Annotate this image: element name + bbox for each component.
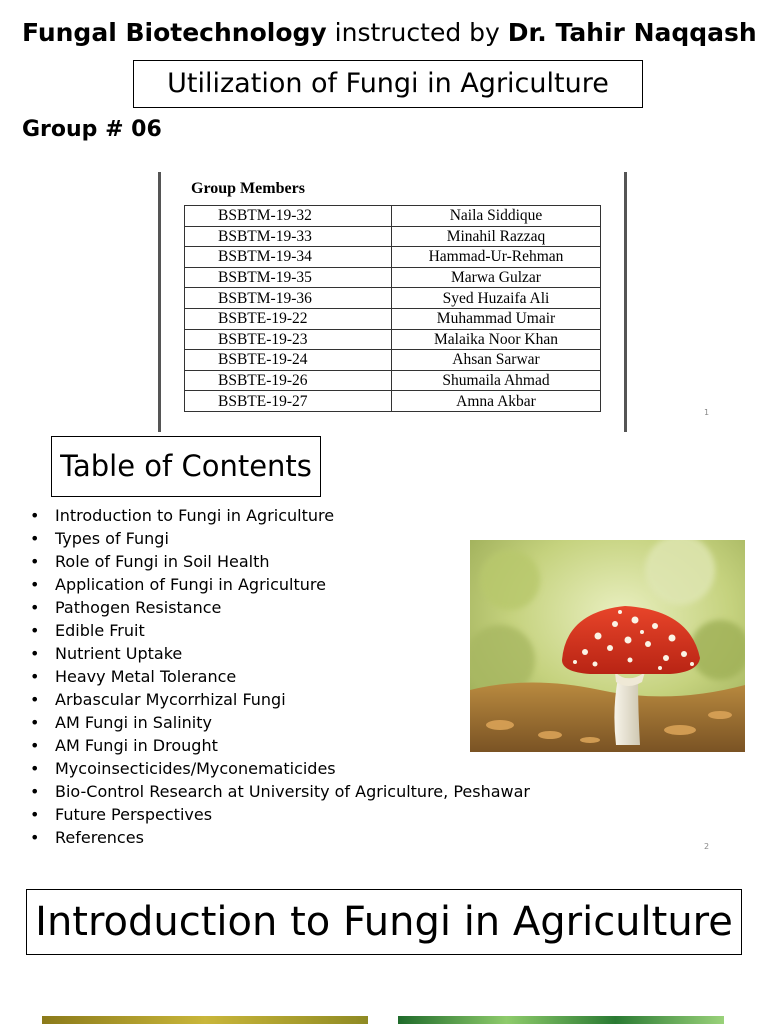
member-id: BSBTE-19-27 xyxy=(185,391,392,412)
page-number: 2 xyxy=(704,842,710,851)
toc-item: • Role of Fungi in Soil Health xyxy=(30,550,530,573)
course-title: Fungal Biotechnology xyxy=(22,18,327,47)
member-name: Shumaila Ahmad xyxy=(392,370,601,391)
group-members-panel xyxy=(158,172,710,432)
toc-item: • Arbascular Mycorrhizal Fungi xyxy=(30,688,530,711)
member-id: BSBTE-19-22 xyxy=(185,308,392,329)
member-id: BSBTE-19-24 xyxy=(185,350,392,371)
member-name: Amna Akbar xyxy=(392,391,601,412)
member-row xyxy=(185,267,601,288)
group-members-title: Group Members xyxy=(191,180,305,197)
bottom-image-left xyxy=(42,1016,368,1024)
member-name: Malaika Noor Khan xyxy=(392,329,601,350)
mushroom-image xyxy=(470,540,745,752)
member-name: Minahil Razzaq xyxy=(392,226,601,247)
toc-list xyxy=(30,504,530,849)
toc-item: • Introduction to Fungi in Agriculture xyxy=(30,504,530,527)
toc-item: • Bio-Control Research at University of Agriculture, Peshawar xyxy=(30,780,530,803)
instructor-name: Dr. Tahir Naqqash xyxy=(507,18,757,47)
member-row xyxy=(185,350,601,371)
group-label: Group # 06 xyxy=(22,117,162,142)
panel-right-border xyxy=(624,172,627,432)
member-row xyxy=(185,329,601,350)
member-row xyxy=(185,288,601,309)
member-id: BSBTE-19-23 xyxy=(185,329,392,350)
toc-item: • References xyxy=(30,826,530,849)
member-id: BSBTM-19-36 xyxy=(185,288,392,309)
toc-item: • AM Fungi in Drought xyxy=(30,734,530,757)
member-id: BSBTM-19-35 xyxy=(185,267,392,288)
member-row xyxy=(185,206,601,227)
subtitle-box: Utilization of Fungi in Agriculture xyxy=(133,60,643,108)
member-name: Marwa Gulzar xyxy=(392,267,601,288)
member-id: BSBTM-19-32 xyxy=(185,206,392,227)
intro-title-box: Introduction to Fungi in Agriculture xyxy=(26,889,742,955)
toc-title-box: Table of Contents xyxy=(51,436,321,497)
toc-item: • Mycoinsecticides/Myconematicides xyxy=(30,757,530,780)
member-id: BSBTM-19-33 xyxy=(185,226,392,247)
member-row xyxy=(185,391,601,412)
toc-item: • Edible Fruit xyxy=(30,619,530,642)
toc-item: • Application of Fungi in Agriculture xyxy=(30,573,530,596)
member-row xyxy=(185,247,601,268)
member-name: Ahsan Sarwar xyxy=(392,350,601,371)
panel-left-border xyxy=(158,172,161,432)
bottom-image-right xyxy=(398,1016,724,1024)
member-id: BSBTM-19-34 xyxy=(185,247,392,268)
toc-item: • AM Fungi in Salinity xyxy=(30,711,530,734)
member-row xyxy=(185,226,601,247)
instructed-by-text: instructed by xyxy=(334,18,500,47)
member-name: Naila Siddique xyxy=(392,206,601,227)
toc-item: • Types of Fungi xyxy=(30,527,530,550)
document-header xyxy=(22,18,757,47)
member-name: Syed Huzaifa Ali xyxy=(392,288,601,309)
page-number: 1 xyxy=(704,408,710,417)
group-members-table xyxy=(184,205,601,412)
toc-item: • Pathogen Resistance xyxy=(30,596,530,619)
toc-item: • Nutrient Uptake xyxy=(30,642,530,665)
member-name: Hammad-Ur-Rehman xyxy=(392,247,601,268)
toc-item: • Future Perspectives xyxy=(30,803,530,826)
toc-item: • Heavy Metal Tolerance xyxy=(30,665,530,688)
member-id: BSBTE-19-26 xyxy=(185,370,392,391)
member-name: Muhammad Umair xyxy=(392,308,601,329)
member-row xyxy=(185,308,601,329)
member-row xyxy=(185,370,601,391)
